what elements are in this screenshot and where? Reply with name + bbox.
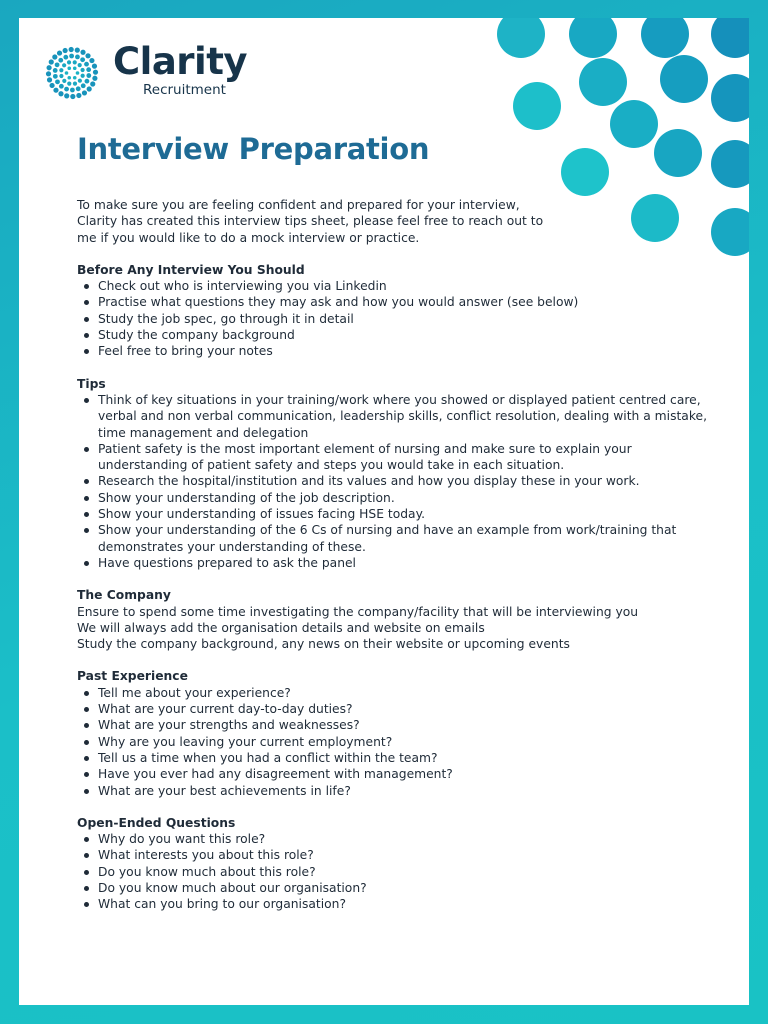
list-item: Have you ever had any disagreement with management?: [98, 766, 717, 782]
decorative-dot: [660, 55, 708, 103]
logo-burst-dot: [76, 93, 81, 98]
logo-burst-dot: [47, 65, 52, 70]
logo-wordmark: Clarity: [113, 40, 248, 83]
logo-burst-dot: [62, 63, 66, 67]
logo-burst-dot: [55, 79, 60, 84]
logo-burst-dot: [67, 76, 71, 80]
logo-burst-dot: [53, 74, 58, 79]
logo-burst-dot: [84, 62, 89, 67]
logo-burst-dot: [73, 60, 77, 64]
logo-burst-dot: [55, 62, 60, 67]
list-item: Do you know much about our organisation?: [98, 880, 717, 896]
company-logo: [43, 40, 263, 100]
bullet-list: [77, 831, 717, 912]
list-item: Why are you leaving your current employment?: [98, 734, 717, 750]
decorative-dot: [711, 140, 749, 188]
logo-burst-dot: [93, 70, 98, 75]
logo-burst-dot: [81, 83, 86, 88]
logo-burst-dot: [58, 58, 63, 63]
logo-burst-dot: [58, 91, 63, 96]
logo-burst-dot: [63, 55, 68, 60]
logo-burst-dot: [75, 48, 80, 53]
decorative-dot: [610, 100, 658, 148]
logo-burst-dot: [78, 79, 82, 83]
bullet-list: [77, 685, 717, 799]
logo-burst-dot: [82, 90, 87, 95]
logo-burst-dot: [53, 68, 58, 73]
logo-burst-icon: [43, 44, 101, 102]
decorative-dot: [561, 148, 609, 196]
list-item: Why do you want this role?: [98, 831, 717, 847]
logo-burst-dot: [89, 58, 94, 63]
list-item: Study the job spec, go through it in detail: [98, 311, 717, 327]
logo-burst-dot: [49, 83, 54, 88]
list-item: Show your understanding of the 6 Cs of nursing and have an example from work/training that demonstrates your understanding of these.: [98, 522, 717, 555]
logo-burst-dot: [46, 71, 51, 76]
decorative-dot: [711, 74, 749, 122]
list-item: What can you bring to our organisation?: [98, 896, 717, 912]
logo-burst-dot: [57, 50, 62, 55]
logo-burst-dot: [76, 71, 80, 75]
decorative-dot: [654, 129, 702, 177]
logo-burst-dot: [70, 94, 75, 99]
logo-burst-dot: [49, 59, 54, 64]
decorative-dot: [569, 18, 617, 58]
decorative-dot: [641, 18, 689, 58]
intro-paragraph: To make sure you are feeling confident and prepared for your interview, Clarity has created this interview tips sheet, please feel free to reach out to me if you would like to do a mock interview or practice.: [77, 198, 544, 245]
list-item: Patient safety is the most important element of nursing and make sure to explain your understanding of patient safety and steps you would take in each situation.: [98, 441, 717, 474]
page-title: Interview Preparation: [77, 132, 430, 166]
logo-burst-dot: [92, 76, 97, 81]
list-item: Think of key situations in your training/work where you showed or displayed patient centred care, verbal and non verbal communication, leadership skills, conflict resolution, dealing with a mistake, time management and delegation: [98, 392, 717, 441]
logo-burst-dot: [53, 88, 58, 93]
logo-burst-dot: [86, 67, 91, 72]
logo-burst-dot: [90, 81, 95, 86]
decorative-dot: [579, 58, 627, 106]
list-item: Show your understanding of the job description.: [98, 490, 717, 506]
logo-burst-dot: [80, 57, 85, 62]
list-item: What are your best achievements in life?: [98, 783, 717, 799]
logo-burst-dot: [87, 86, 92, 91]
logo-burst-dot: [67, 66, 71, 70]
list-item: Show your understanding of issues facing HSE today.: [98, 506, 717, 522]
section-heading: The Company: [77, 588, 171, 603]
logo-burst-dot: [86, 73, 91, 78]
list-item: What are your current day-to-day duties?: [98, 701, 717, 717]
logo-burst-dot: [73, 81, 77, 85]
logo-burst-dot: [80, 50, 85, 55]
logo-burst-dot: [85, 79, 90, 84]
section-heading: Tips: [77, 376, 106, 391]
logo-burst-dot: [64, 93, 69, 98]
logo-burst-dot: [63, 48, 68, 53]
list-item: Check out who is interviewing you via Linkedin: [98, 278, 717, 294]
logo-burst-dot: [85, 53, 90, 58]
logo-burst-dot: [70, 88, 75, 93]
section-paragraph: Ensure to spend some time investigating the company/facility that will be interviewing you: [77, 604, 639, 619]
logo-burst-dot: [67, 60, 71, 64]
logo-burst-dot: [67, 82, 71, 86]
list-item: Do you know much about this role?: [98, 864, 717, 880]
list-item: Research the hospital/institution and its values and how you display these in your work.: [98, 473, 717, 489]
list-item: What interests you about this role?: [98, 847, 717, 863]
list-item: Have questions prepared to ask the panel: [98, 555, 717, 571]
logo-burst-dot: [81, 74, 85, 78]
logo-burst-dot: [73, 66, 77, 70]
logo-burst-dot: [78, 63, 82, 67]
logo-subtitle: Recruitment: [143, 82, 226, 98]
section-heading: Before Any Interview You Should: [77, 262, 305, 277]
logo-burst-dot: [59, 74, 63, 78]
section-heading: Open-Ended Questions: [77, 815, 236, 830]
list-item: What are your strengths and weaknesses?: [98, 717, 717, 733]
logo-burst-dot: [75, 54, 80, 59]
logo-burst-dot: [64, 87, 69, 92]
logo-burst-dot: [80, 68, 84, 72]
logo-burst-dot: [59, 68, 63, 72]
list-item: Practise what questions they may ask and how you would answer (see below): [98, 294, 717, 310]
logo-burst-dot: [76, 86, 81, 91]
section-paragraph: We will always add the organisation details and website on emails: [77, 620, 485, 635]
list-item: Tell us a time when you had a conflict within the team?: [98, 750, 717, 766]
logo-burst-dot: [73, 76, 77, 80]
logo-burst-dot: [65, 71, 69, 75]
bullet-list: [77, 278, 717, 359]
bullet-list: [77, 392, 717, 571]
logo-burst-dot: [47, 77, 52, 82]
list-item: Study the company background: [98, 327, 717, 343]
logo-burst-dot: [52, 54, 57, 59]
document-page: [19, 18, 749, 1005]
logo-burst-dot: [62, 79, 66, 83]
list-item: Feel free to bring your notes: [98, 343, 717, 359]
logo-burst-dot: [69, 54, 74, 59]
decorative-dot: [711, 18, 749, 58]
logo-burst-dot: [92, 64, 97, 69]
section-paragraph: Study the company background, any news on their website or upcoming events: [77, 637, 570, 652]
decorative-dot: [513, 82, 561, 130]
decorative-dot: [497, 18, 545, 58]
section-heading: Past Experience: [77, 669, 188, 684]
document-body: [77, 197, 717, 913]
logo-burst-dot: [69, 47, 74, 52]
list-item: Tell me about your experience?: [98, 685, 717, 701]
logo-burst-dot: [59, 84, 64, 89]
